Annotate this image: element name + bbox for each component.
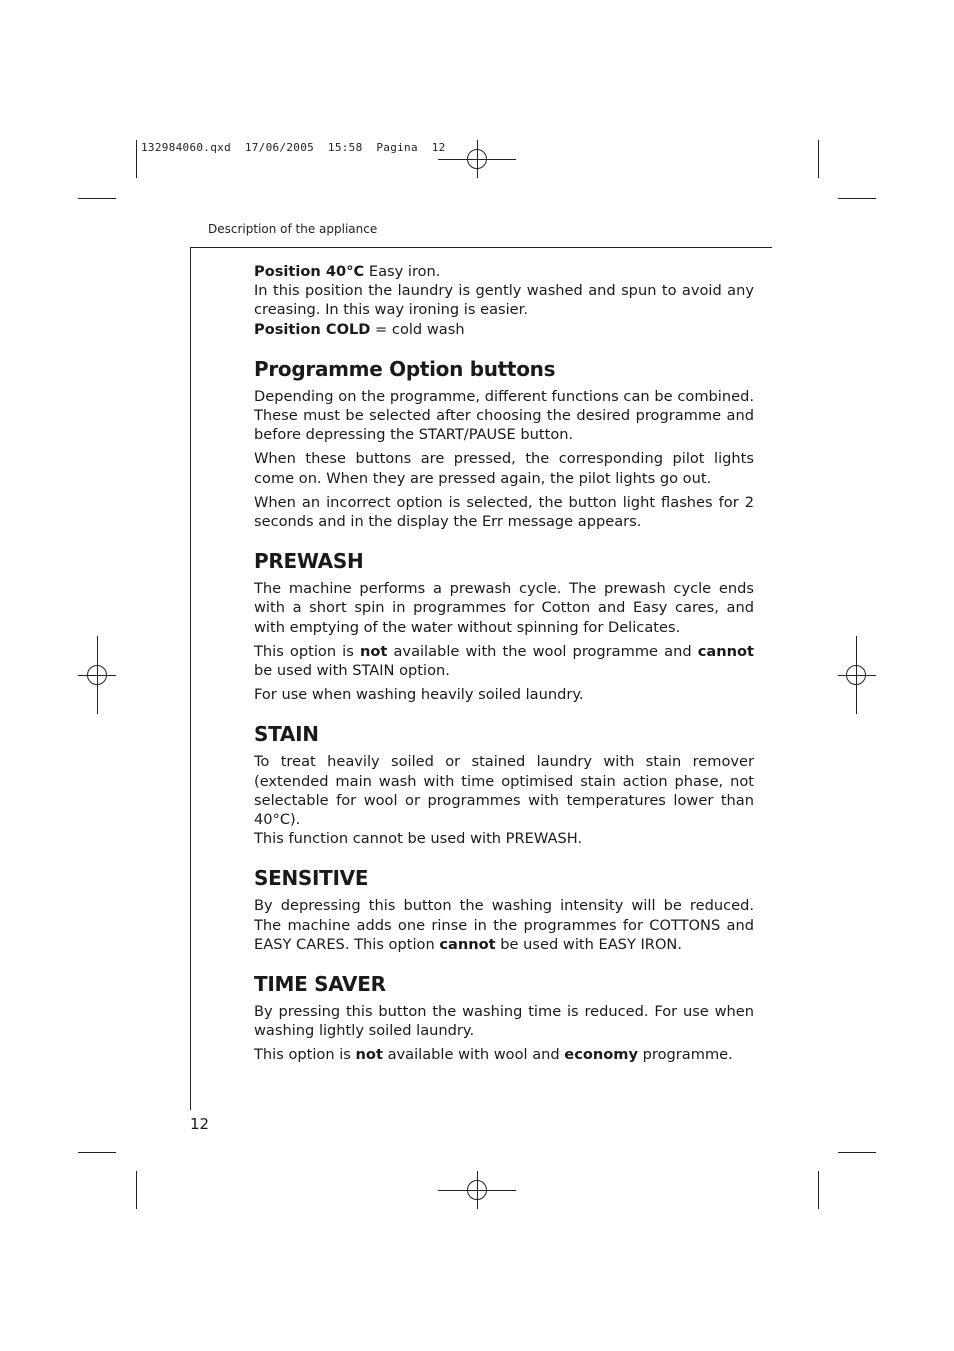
sensitive-heading: SENSITIVE [254, 866, 369, 891]
paragraph [254, 642, 754, 680]
text-run: programme. [638, 1046, 733, 1064]
paragraph: This function cannot be used with PREWASH. [254, 830, 583, 848]
emphasis: economy [564, 1046, 639, 1064]
crop-mark [818, 1171, 819, 1209]
position-40-description: In this position the laundry is gently washed and spun to avoid any creasing. In this way ironing is easier. [254, 282, 754, 319]
left-margin-rule [190, 247, 191, 1110]
paragraph: For use when washing heavily soiled laundry. [254, 686, 584, 704]
paragraph: When these buttons are pressed, the corresponding pilot lights come on. When they are pressed again, the pilot lights go out. [254, 450, 754, 487]
position-cold-text: = cold wash [370, 320, 465, 338]
text-run: By depressing this button the washing intensity will be reduced. The machine adds one rinse in the programmes for COTTONS and EASY CARES. This option [254, 897, 754, 953]
paragraph: When an incorrect option is selected, the button light flashes for 2 seconds and in the display the Err message appears. [254, 493, 754, 531]
paragraph: To treat heavily soiled or stained laundry with stain remover (extended main wash with time optimised stain action phase, not selectable for wool or programmes with temperatures lower than 40°C). [254, 753, 754, 829]
crop-mark [78, 1152, 116, 1153]
crop-mark [136, 1171, 137, 1209]
position-40-text: Easy iron. [364, 263, 441, 280]
page-number: 12 [190, 1115, 210, 1133]
programme-options-heading: Programme Option buttons [254, 356, 556, 381]
text-run: be used with STAIN option. [254, 662, 450, 680]
position-cold-line [254, 320, 754, 339]
emphasis: not [359, 642, 388, 660]
emphasis: cannot [697, 642, 754, 660]
paragraph: The machine performs a prewash cycle. The prewash cycle ends with a short spin in programmes for Cotton and Easy cares, and with emptying of the water without spinning for Delicates. [254, 580, 754, 636]
stain-heading: STAIN [254, 722, 319, 747]
emphasis: not [355, 1046, 383, 1064]
prewash-heading: PREWASH [254, 549, 364, 574]
crop-mark [818, 140, 819, 178]
emphasis: cannot [439, 935, 496, 953]
header-rule [190, 247, 772, 248]
time-saver-heading: TIME SAVER [254, 972, 386, 997]
crop-mark [838, 1152, 876, 1153]
paragraph [254, 896, 754, 954]
text-run: be used with EASY IRON. [495, 935, 682, 953]
position-40-line [254, 262, 754, 281]
text-run: This option is [254, 1046, 356, 1064]
position-cold-label: Position COLD [254, 320, 371, 338]
crop-mark [78, 198, 116, 199]
crop-mark [838, 198, 876, 199]
paragraph [254, 1045, 754, 1064]
text-run: This option is [254, 642, 360, 660]
registration-mark-icon [846, 665, 866, 685]
section-title: Description of the appliance [208, 222, 378, 236]
document-body [254, 262, 754, 1070]
text-run: available with wool and [382, 1046, 565, 1064]
registration-mark-icon [467, 1180, 487, 1200]
paragraph: By pressing this button the washing time is reduced. For use when washing lightly soiled laundry. [254, 1003, 754, 1040]
text-run: available with the wool programme and [387, 642, 698, 660]
registration-mark-icon [87, 665, 107, 685]
crop-mark [136, 140, 137, 178]
registration-mark-icon [467, 149, 487, 169]
position-40-label: Position 40°C [254, 263, 365, 280]
paragraph: Depending on the programme, different functions can be combined. These must be selected after choosing the desired programme and before depressing the START/PAUSE button. [254, 387, 754, 444]
print-slug: 132984060.qxd 17/06/2005 15:58 Pagina 12 [141, 141, 446, 154]
